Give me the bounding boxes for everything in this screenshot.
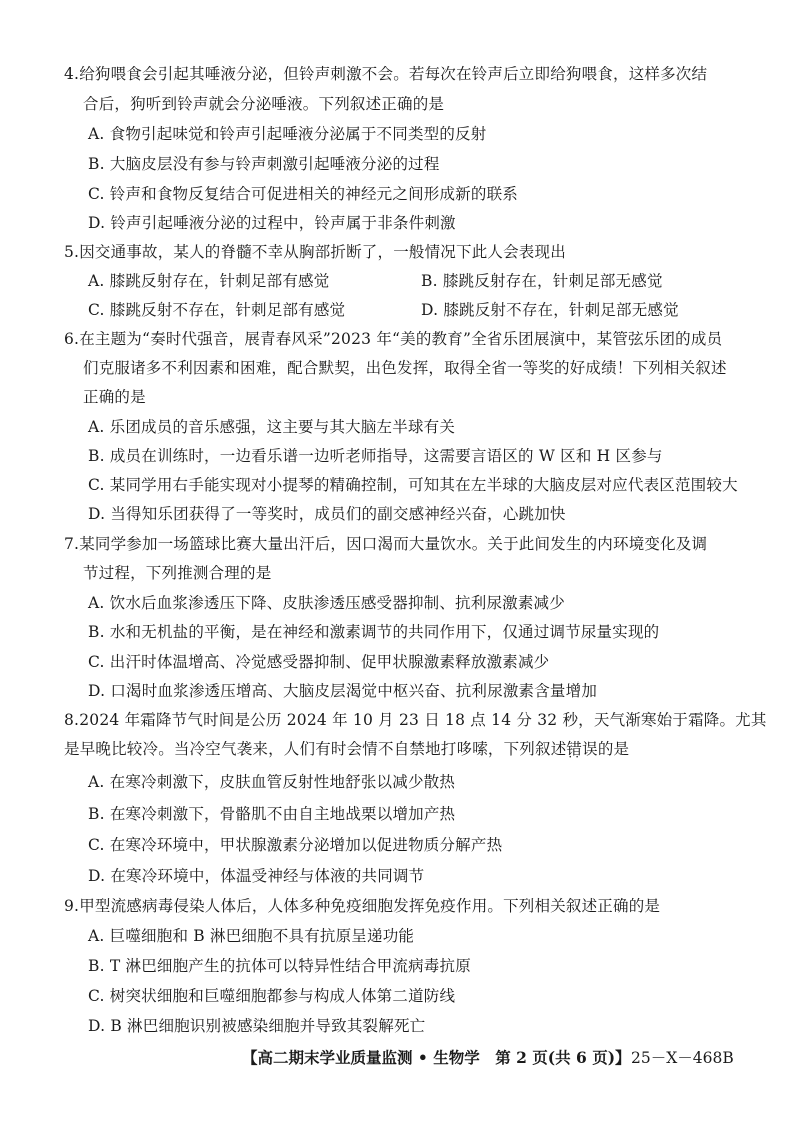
question-8-option-b: B. 在寒冷刺激下，骨骼肌不由自主地战栗以增加产热 (88, 805, 456, 823)
question-5-option-b: B. 膝跳反射存在，针刺足部无感觉 (421, 272, 663, 290)
question-8-option-a: A. 在寒冷刺激下，皮肤血管反射性地舒张以减少散热 (88, 773, 456, 791)
question-9-stem: 9.甲型流感病毒侵染人体后，人体多种免疫细胞发挥免疫作用。下列相关叙述正确的是 (64, 897, 661, 915)
question-5-option-d: D. 膝跳反射不存在，针刺足部无感觉 (421, 301, 679, 319)
question-7-option-b: B. 水和无机盐的平衡，是在神经和激素调节的共同作用下，仅通过调节尿量实现的 (88, 623, 660, 641)
question-6-stem-line-2: 们克服诸多不利因素和困难，配合默契，出色发挥，取得全省一等奖的好成绩！下列相关叙述 (83, 359, 727, 377)
question-6-option-b: B. 成员在训练时，一边看乐谱一边听老师指导，这需要言语区的 W 区和 H 区参与 (88, 447, 663, 465)
footer-title: 【高二期末学业质量监测 • 生物学 第 2 页(共 6 页)】 (242, 1048, 631, 1067)
question-9-option-b: B. T 淋巴细胞产生的抗体可以特异性结合甲流病毒抗原 (88, 957, 471, 975)
emphasized-word: 错误 ·· (566, 740, 597, 758)
question-9-option-c: C. 树突状细胞和巨噬细胞都参与构成人体第二道防线 (88, 987, 456, 1005)
question-8-option-c: C. 在寒冷环境中，甲状腺激素分泌增加以促进物质分解产热 (88, 836, 503, 854)
question-4-option-a: A. 食物引起味觉和铃声引起唾液分泌属于不同类型的反射 (88, 125, 487, 143)
footer-code: 25－X－468B (631, 1049, 734, 1067)
question-8-stem-line-2: 是早晚比较冷。当冷空气袭来，人们有时会情不自禁地打哆嗦，下列叙述错误 ··的是 (64, 739, 629, 759)
question-5-option-c: C. 膝跳反射不存在，针刺足部有感觉 (88, 301, 346, 319)
question-4-stem-line-2: 合后，狗听到铃声就会分泌唾液。下列叙述正确的是 (83, 95, 445, 113)
question-5-stem: 5.因交通事故，某人的脊髓不幸从胸部折断了，一般情况下此人会表现出 (64, 243, 566, 261)
question-5-option-a: A. 膝跳反射存在，针刺足部有感觉 (88, 272, 330, 290)
question-8-stem-line-1: 8.2024 年霜降节气时间是公历 2024 年 10 月 23 日 18 点 14 分 32 秒，天气渐寒始于霜降。尤其 (64, 711, 767, 729)
question-7-stem-line-1: 7.某同学参加一场篮球比赛大量出汗后，因口渴而大量饮水。关于此间发生的内环境变化及调 (64, 535, 708, 553)
question-7-option-a: A. 饮水后血浆渗透压下降、皮肤渗透压感受器抑制、抗利尿激素减少 (88, 594, 565, 612)
question-6-option-a: A. 乐团成员的音乐感强，这主要与其大脑左半球有关 (88, 418, 456, 436)
question-6-stem-line-1: 6.在主题为“奏时代强音，展青春风采”2023 年“美的教育”全省乐团展演中，某管弦乐团的成员 (64, 330, 723, 348)
question-9-option-d: D. B 淋巴细胞识别被感染细胞并导致其裂解死亡 (88, 1017, 426, 1035)
question-4-stem-line-1: 4.给狗喂食会引起其唾液分泌，但铃声刺激不会。若每次在铃声后立即给狗喂食，这样多次结 (64, 65, 708, 83)
question-7-option-d: D. 口渴时血浆渗透压增高、大脑皮层渴觉中枢兴奋、抗利尿激素含量增加 (88, 682, 598, 700)
question-9-option-a: A. 巨噬细胞和 B 淋巴细胞不具有抗原呈递功能 (88, 927, 415, 945)
question-4-option-d: D. 铃声引起唾液分泌的过程中，铃声属于非条件刺激 (88, 214, 456, 232)
question-7-option-c: C. 出汗时体温增高、冷觉感受器抑制、促甲状腺激素释放激素减少 (88, 653, 550, 671)
question-6-option-d: D. 当得知乐团获得了一等奖时，成员们的副交感神经兴奋，心跳加快 (88, 505, 566, 523)
question-8-option-d: D. 在寒冷环境中，体温受神经与体液的共同调节 (88, 867, 425, 885)
question-4-option-b: B. 大脑皮层没有参与铃声刺激引起唾液分泌的过程 (88, 155, 440, 173)
question-4-option-c: C. 铃声和食物反复结合可促进相关的神经元之间形成新的联系 (88, 185, 518, 203)
question-6-option-c: C. 某同学用右手能实现对小提琴的精确控制，可知其在左半球的大脑皮层对应代表区范围较大 (88, 476, 738, 494)
question-6-stem-line-3: 正确的是 (83, 388, 146, 406)
question-7-stem-line-2: 节过程，下列推测合理的是 (83, 564, 272, 582)
